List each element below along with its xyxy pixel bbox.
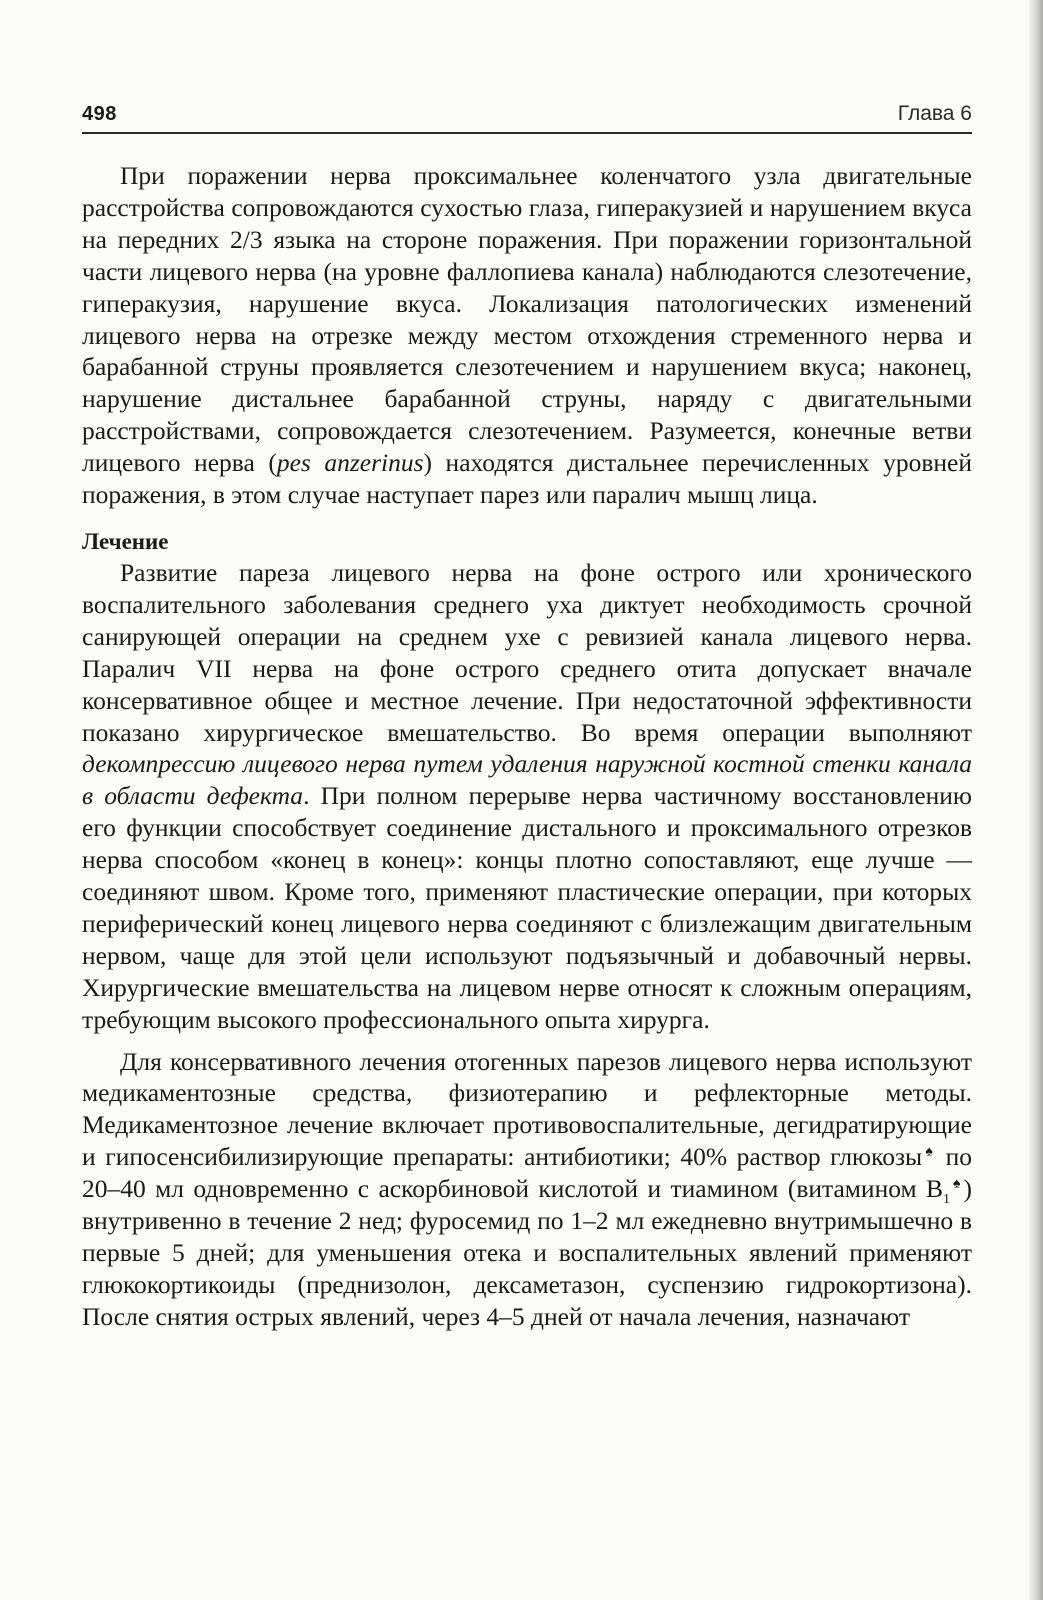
chapter-title: Глава 6 (897, 102, 972, 125)
vitamin-subscript: 1 (943, 1192, 951, 1208)
drug-mark: ♠ (950, 1176, 964, 1192)
paragraph-lesion-levels (82, 160, 972, 511)
paragraph-text: Для консервативного лечения отогенных парезов лицевого нерва используют медикаментозные средства, физиотерапию и рефлекторные методы. Медикаментозное лечение включает противовоспалительные, дегидратирующие и гипосенсибилизирующие препараты: антибиотики; 40% раствор глюкозы (82, 1046, 972, 1172)
page-edge-shadow (1029, 0, 1043, 1600)
paragraph-text: . При полном перерыве нерва частичному восстановлению его функции способствует соединение дистального и проксимального отрезков нерва способом «конец в конец»: концы плотно сопоставляют, еще лучше — соединяют швом. Кроме того, применяют пластические операции, при которых периферический конец лицевого нерва соединяют с близлежащим двигательным нервом, чаще для этой цели используют подъязычный и добавочный нервы. Хирургические вмешательства на лицевом нерве относят к сложным операциям, требующим высокого профессионального опыта хирурга. (82, 781, 972, 1034)
drug-mark: ♠ (922, 1144, 937, 1160)
paragraph-conservative (82, 1046, 972, 1333)
running-header (82, 98, 972, 134)
latin-term: pes anzerinus (276, 448, 424, 478)
paragraph-surgery (82, 557, 972, 1036)
paragraph-text: При поражении нерва проксимальнее коленчатого узла двигательные расстройства сопровождаются сухостью глаза, гиперакузией и нарушением вкуса на передних 2/3 языка на стороне поражения. При поражении горизонтальной части лицевого нерва (на уровне фаллопиева канала) наблюдаются слезотечение, гиперакузия, нарушение вкуса. Локализация патологических изменений лицевого нерва на отрезке между местом отхождения стременного нерва и барабанной струны проявляется слезотечением и нарушением вкуса; наконец, нарушение дистальнее барабанной струны, наряду с двигательными расстройствами, сопровождается слезотечением. Разумеется, конечные ветви лицевого нерва ( (82, 161, 972, 478)
paragraph-text: Развитие пареза лицевого нерва на фоне острого или хронического воспалительного заболевания среднего уха диктует необходимость срочной санирующей операции на среднем ухе с ревизией канала лицевого нерва. Паралич VII нерва на фоне острого среднего отита допускает вначале консервативное общее и местное лечение. При недостаточной эффективности показано хирургическое вмешательство. Во время операции выполняют (82, 557, 972, 747)
paragraph-text: ) находятся дистальнее перечисленных уровней поражения, в этом случае наступает парез или паралич мышц лица. (82, 448, 972, 510)
page-body (82, 160, 972, 1333)
paragraph-text: по 20–40 мл одновременно с аскорбиновой кислотой и тиамином (витамином В (82, 1142, 972, 1204)
paragraph-text: ) внутривенно в течение 2 нед; фуросемид по 1–2 мл ежедневно внутримышечно в первые 5 дней; для уменьшения отека и воспалительных явлений применяют глюкокортикоиды (преднизолон, дексаметазон, суспензию гидрокортизона). После снятия острых явлений, через 4–5 дней от начала лечения, назначают (82, 1174, 972, 1331)
page-number: 498 (82, 103, 117, 125)
emphasized-text: декомпрессию лицевого нерва путем удаления наружной костной стенки канала в области дефекта (82, 749, 972, 811)
section-heading: Лечение (82, 528, 169, 554)
